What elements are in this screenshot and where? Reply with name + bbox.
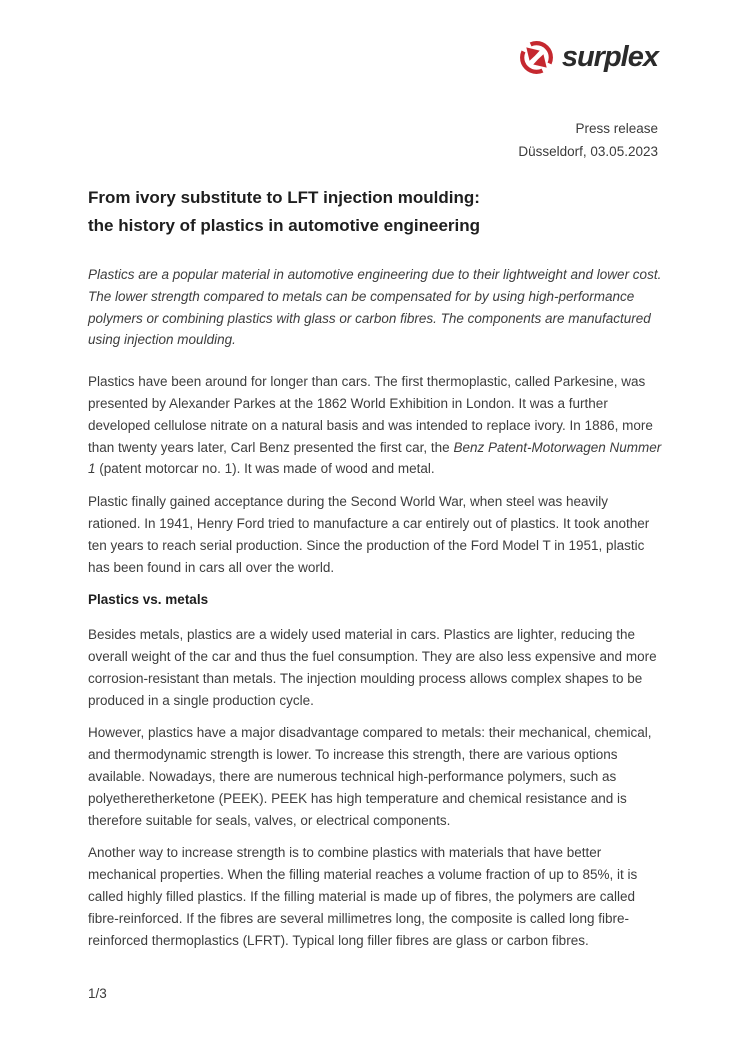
page-footer [88, 986, 107, 1001]
brand-name: surplex [561, 41, 658, 73]
paragraph-history-1 [88, 371, 664, 480]
document-type-label: Press release [575, 121, 658, 136]
page-title [88, 184, 664, 239]
lead-paragraph: Plastics are a popular material in automotive engineering due to their lightweight and lower cost. The lower strength compared to metals can be compensated for by using high-performance polymers or combining plastics with glass or carbon fibres. The components are manufactured using injection moulding. [88, 267, 662, 348]
dateline: Düsseldorf, 03.05.2023 [518, 144, 658, 159]
circular-swap-arrows-icon [518, 39, 555, 76]
press-info-block [518, 117, 658, 163]
page-number: 1/3 [88, 986, 107, 1001]
paragraph-history-1-end: (patent motorcar no. 1). It was made of wood and metal. [95, 461, 435, 477]
paragraph-history-1-text: Plastics have been around for longer than cars. The first thermoplastic, called Parkesine, was presented by Alexander Parkes at the 1862 World Exhibition in London. It was a further developed cellulose nitrate on a natural basis and was intended to replace ivory. In 1886, more than twenty years later, Carl Benz presented the first car, the [88, 374, 653, 455]
surplex-logo [518, 39, 658, 76]
car-name-italic: Benz Patent-Motorwagen Nummer 1 [88, 439, 662, 477]
paragraph-history-2: Plastic finally gained acceptance during the Second World War, when steel was heavily rationed. In 1941, Henry Ford tried to manufacture a car entirely out of plastics. It took another ten years to reach serial production. Since the production of the Ford Model T in 1951, plastic has been found in cars all over the world. [88, 494, 650, 575]
paragraph-advantages: Besides metals, plastics are a widely used material in cars. Plastics are lighter, reducing the overall weight of the car and thus the fuel consumption. They are also less expensive and more corrosion-resistant than metals. The injection moulding process allows complex shapes to be produced in a single production cycle. [88, 627, 657, 708]
paragraph-fibre-reinforcement: Another way to increase strength is to combine plastics with materials that have better mechanical properties. When the filling material reaches a volume fraction of up to 85%, it is called highly filled plastics. If the filling material is made up of fibres, the polymers are called fibre-reinforced. If the fibres are several millimetres long, the composite is called long fibre-reinforced thermoplastics (LFRT). Typical long filler fibres are glass or carbon fibres. [88, 845, 638, 948]
paragraph-disadvantages: However, plastics have a major disadvantage compared to metals: their mechanical, chemical, and thermodynamic strength is lower. To increase this strength, there are various options available. Nowadays, there are numerous technical high-performance polymers, such as polyetheretherketone (PEEK). PEEK has high temperature and chemical resistance and is therefore suitable for seals, valves, or electrical components. [88, 725, 652, 828]
section-heading-plastics-vs-metals: Plastics vs. metals [88, 592, 209, 608]
page-title-line1: From ivory substitute to LFT injection moulding: [88, 188, 480, 207]
article-body [88, 184, 664, 962]
page-title-line2: the history of plastics in automotive engineering [88, 215, 481, 235]
